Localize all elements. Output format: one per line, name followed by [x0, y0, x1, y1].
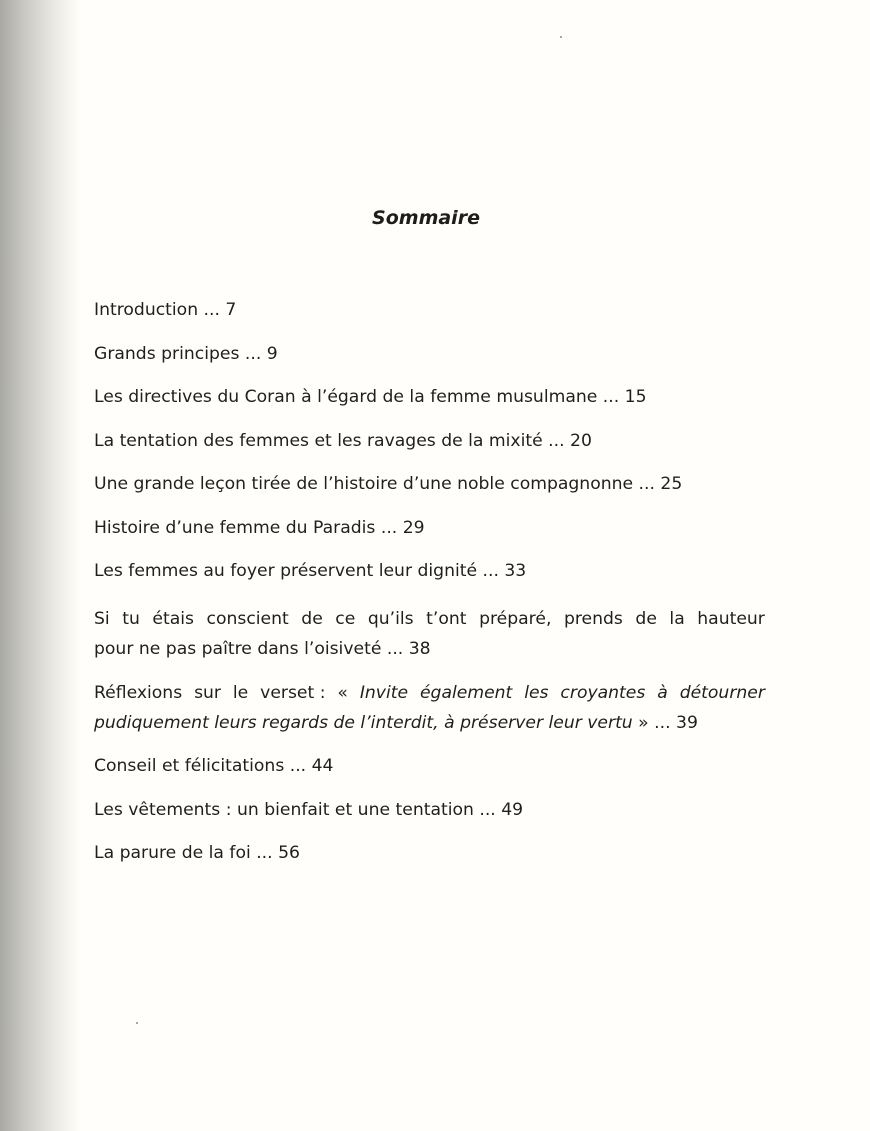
- toc-entry-reflexions-verset: [94, 678, 765, 738]
- paper-speck: [560, 36, 562, 38]
- word: ce: [335, 609, 356, 629]
- paper-speck: [136, 1022, 138, 1024]
- word-italic: les: [524, 682, 549, 703]
- word: Réflexions: [94, 682, 183, 703]
- toc-entry-grands-principes: Grands principes ... 9: [94, 343, 278, 364]
- word-italic: également: [419, 682, 513, 703]
- spine-shadow: [0, 0, 80, 1131]
- toc-entry-tentation-femmes: La tentation des femmes et les ravages de la mixité ... 20: [94, 430, 592, 451]
- page-title: Sommaire: [372, 207, 480, 229]
- word: tu: [122, 609, 140, 629]
- word-italic: détourner: [679, 682, 765, 703]
- toc-entry-introduction: Introduction ... 7: [94, 300, 237, 320]
- word: qu’ils: [367, 609, 414, 629]
- word: conscient: [206, 609, 289, 629]
- word: de: [301, 609, 323, 629]
- table-of-contents: [94, 295, 765, 868]
- toc-entry-vetements: Les vêtements : un bienfait et une tentation ... 49: [94, 799, 524, 820]
- toc-entry-line: pour ne pas paître dans l’oisiveté ... 38: [94, 639, 431, 659]
- word: hauteur: [697, 609, 765, 629]
- toc-entry-line: [94, 708, 765, 738]
- word-italic: Invite: [359, 682, 409, 703]
- word-italic: croyantes: [560, 682, 646, 703]
- word: «: [337, 682, 348, 703]
- word: de: [635, 609, 657, 629]
- toc-entry-line-justified: [94, 604, 765, 634]
- word: le: [232, 682, 249, 703]
- word: prends: [563, 609, 623, 629]
- toc-entry-line-justified: [94, 678, 765, 708]
- word-italic: à: [657, 682, 668, 703]
- toc-entry-femmes-foyer: Les femmes au foyer préservent leur dignité ... 33: [94, 561, 527, 581]
- toc-entry-directives-coran: Les directives du Coran à l’égard de la femme musulmane ... 15: [94, 387, 647, 407]
- toc-entry-femme-paradis: Histoire d’une femme du Paradis ... 29: [94, 517, 425, 538]
- word: la: [669, 609, 685, 629]
- toc-entry-parure-foi: La parure de la foi ... 56: [94, 843, 300, 863]
- word: t’ont: [426, 609, 467, 629]
- word: préparé,: [479, 609, 552, 629]
- verse-quote-italic: pudiquement leurs regards de l’interdit, à préserver leur vertu: [94, 712, 633, 733]
- toc-entry-grande-lecon: Une grande leçon tirée de l’histoire d’une noble compagnonne ... 25: [94, 474, 683, 494]
- word: Si: [94, 609, 110, 629]
- word: étais: [152, 609, 194, 629]
- word: sur: [194, 682, 221, 703]
- verse-quote-tail: » ... 39: [632, 712, 698, 733]
- toc-entry-si-tu-etais: [94, 604, 765, 664]
- word: verset :: [260, 682, 326, 703]
- toc-entry-conseil: Conseil et félicitations ... 44: [94, 756, 334, 776]
